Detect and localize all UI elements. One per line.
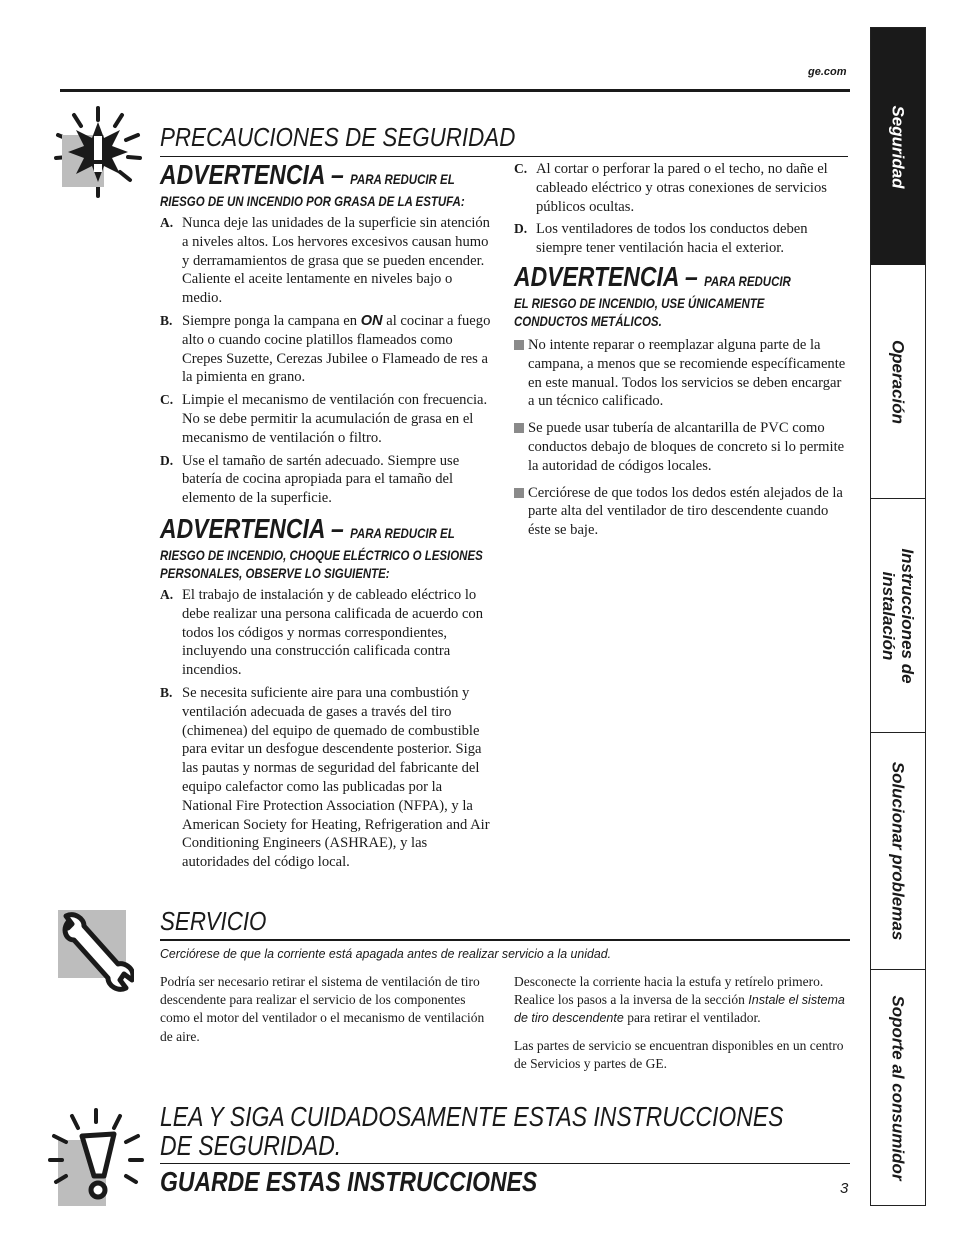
warning1-title — [160, 159, 455, 194]
footer-line1: LEA Y SIGA CUIDADOSAMENTE ESTAS INSTRUCCIONES — [160, 1101, 784, 1132]
warning2-subtitle-text: RIESGO DE INCENDIO, CHOQUE ELÉCTRICO O LESIONES PERSONALES, OBSERVE LO SIGUIENTE: — [160, 546, 483, 581]
warning3-dash: – — [678, 260, 705, 292]
item-text-before: Siempre ponga la campana en — [182, 312, 361, 329]
tab-solucionar[interactable] — [870, 733, 926, 970]
list-item — [160, 391, 496, 447]
tab-soporte[interactable] — [870, 970, 926, 1206]
warning2-subtitle — [160, 546, 560, 582]
bullet-square — [514, 423, 524, 433]
site-url: ge.com — [808, 66, 847, 78]
item-text-after: al cocinar a fuego alto o cuando cocine platillos flameados como Crepes Suzette, Cerezas Jubilee o Flameado de res a la pimienta en grano. — [182, 312, 491, 386]
bullet-text: No intente reparar o reemplazar alguna parte de la campana, a menos que se recomiende específicamente en este manual. Todos los servicios se deben encargar a un técnico calificado. — [528, 336, 846, 410]
list-item — [514, 160, 848, 216]
service-heading: SERVICIO — [160, 906, 267, 936]
service-col2-p1 — [514, 973, 848, 1028]
warning2-title-small: PARA REDUCIR EL — [350, 524, 455, 541]
service-section-ref: Instale el sistema de tiro descendente — [514, 993, 845, 1026]
item-text: Se necesita suficiente aire para una combustión y ventilación adecuada de gases a través del tiro (chimenea) del equipo de quemado de combustible para evitar un desfogue descendente posterior. Siga las pautas y normas de seguridad del fabricante del equipo calefactor como las publicadas por la National Fire Protection Association (NFPA), y la American Society for Heating, Refrigeration and Air Conditioning Engineers (ASHRAE), y las autoridades del código local. — [182, 684, 490, 871]
item-label: A. — [160, 215, 174, 230]
footer-save: GUARDE ESTAS INSTRUCCIONES — [160, 1166, 538, 1197]
tab-instalacion-line2: instalación — [879, 571, 898, 660]
warning3-title-small: PARA REDUCIR — [704, 272, 791, 289]
item-label: B. — [160, 312, 173, 328]
safety-heading: PRECAUCIONES DE SEGURIDAD — [160, 122, 516, 152]
warning3-subtitle — [514, 294, 848, 330]
warning3-subtitle-text: EL RIESGO DE INCENDIO, USE ÚNICAMENTE CONDUCTOS METÁLICOS. — [514, 294, 765, 329]
item-label: C. — [160, 392, 174, 408]
item-text: Al cortar o perforar la pared o el techo, no dañe el cableado eléctrico y otras conexiones de servicios públicos ocultas. — [536, 161, 828, 215]
safety-left-column — [160, 160, 496, 876]
tab-instalacion-label — [879, 548, 917, 683]
item-label: D. — [160, 452, 174, 468]
warning2-list-continued — [514, 160, 848, 258]
tab-instalacion-line1: Instrucciones de — [898, 547, 917, 684]
warning2-dash: – — [324, 512, 351, 544]
tab-seguridad-label: Seguridad — [888, 104, 908, 189]
warning3-title-text: ADVERTENCIA — [514, 260, 679, 292]
caution-icon — [42, 1106, 144, 1210]
list-item — [160, 312, 496, 387]
service-col2-after: para retirar el ventilador. — [623, 1010, 761, 1026]
warning1-list — [160, 214, 496, 508]
list-item — [160, 452, 496, 508]
warning1-title-text: ADVERTENCIA — [160, 159, 325, 190]
list-item — [160, 684, 496, 872]
service-heading-rule — [160, 939, 850, 941]
warning1-title-small: PARA REDUCIR EL — [350, 171, 455, 187]
service-col2 — [514, 973, 848, 1073]
item-text: Nunca deje las unidades de la superficie sin atención a niveles altos. Los hervores excesivos causan humo y derramamientos de grasa que se pueden encender. Caliente el aceite lentamente en niveles bajo o medio. — [182, 215, 490, 307]
warning2-title-text: ADVERTENCIA — [160, 512, 325, 544]
list-item — [514, 336, 848, 411]
list-item — [514, 419, 848, 475]
tab-instalacion[interactable] — [870, 499, 926, 733]
tab-solucionar-label: Solucionar problemas — [888, 761, 908, 941]
tab-seguridad[interactable] — [870, 27, 926, 265]
item-text: Los ventiladores de todos los conductos deben siempre tener ventilación hacia el exterior. — [536, 221, 808, 257]
item-text: Use el tamaño de sartén adecuado. Siempre use batería de cocina apropiada para el tamaño del elemento de la superficie. — [182, 452, 460, 507]
list-item — [514, 220, 848, 258]
item-label: C. — [514, 161, 528, 176]
list-item — [160, 214, 496, 308]
footer-line2: DE SEGURIDAD. — [160, 1130, 342, 1161]
tab-operacion-label: Operación — [888, 339, 908, 424]
footer-rule — [160, 1163, 850, 1164]
service-col2-p2: Las partes de servicio se encuentran disponibles en un centro de Servicios y partes de GE. — [514, 1037, 844, 1071]
header-rule — [60, 89, 850, 92]
on-emphasis: ON — [360, 312, 383, 329]
item-text: El trabajo de instalación y de cableado eléctrico lo debe realizar una persona calificada de acuerdo con todos los códigos y normas correspondientes, incluyendo una construcción calificada contra incendios. — [182, 586, 484, 679]
warning2-list — [160, 586, 496, 872]
warning1-subtitle: RIESGO DE UN INCENDIO POR GRASA DE LA ESTUFA: — [160, 193, 465, 209]
service-col1: Podría ser necesario retirar el sistema de ventilación de tiro descendente para realizar el servicio de los componentes como el motor del ventilador o el mecanismo de ventilación de aire. — [160, 974, 485, 1044]
tab-soporte-label: Soporte al consumidor — [888, 994, 908, 1181]
safety-heading-rule — [160, 156, 848, 157]
warning3-title — [514, 260, 791, 296]
bullet-text: Cerciórese de que todos los dedos estén alejados de la parte alta del ventilador de tiro descendente cuando éste se baje. — [528, 484, 843, 539]
warning2-title — [160, 512, 455, 548]
item-label: B. — [160, 684, 173, 700]
service-note: Cerciórese de que la corriente está apagada antes de realizar servicio a la unidad. — [160, 946, 612, 961]
item-text — [182, 312, 496, 387]
warning3-bullets — [514, 336, 848, 540]
service-col2-before: Desconecte la corriente hacia la estufa y retírelo primero. Realice los pasos a la inversa de la sección — [514, 974, 824, 1008]
list-item — [514, 484, 848, 540]
item-label: D. — [514, 221, 528, 237]
list-item — [160, 586, 496, 680]
item-label: A. — [160, 586, 174, 602]
wrench-icon — [58, 908, 134, 992]
safety-alert-icon — [46, 100, 150, 200]
safety-right-column — [514, 160, 848, 548]
tab-operacion[interactable] — [870, 265, 926, 499]
bullet-text: Se puede usar tubería de alcantarilla de PVC como conductos debajo de bloques de concreto si lo permite la autoridad de códigos locales. — [528, 420, 845, 474]
item-text: Limpie el mecanismo de ventilación con frecuencia. No se debe permitir la acumulación de grasa en el mecanismo de ventilación o filtro. — [182, 392, 488, 446]
warning1-dash: – — [324, 159, 351, 190]
bullet-square — [514, 488, 524, 498]
page-number: 3 — [840, 1180, 849, 1197]
bullet-square — [514, 340, 524, 350]
